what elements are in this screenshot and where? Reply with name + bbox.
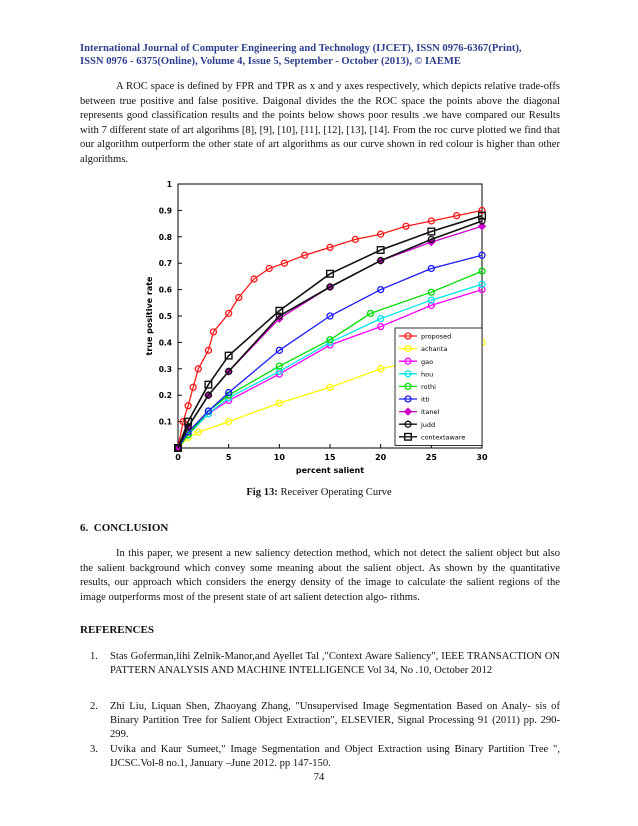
x-tick-label: 20 (375, 453, 387, 462)
y-axis-label: true positive rate (145, 276, 154, 356)
legend-label: itti (421, 395, 430, 404)
legend-label: rothi (421, 383, 436, 391)
y-tick-label: 0.3 (158, 364, 172, 374)
reference-item (80, 743, 560, 771)
figure-label: Fig 13: (246, 487, 278, 498)
section-number: 6. (80, 522, 89, 534)
x-axis-label: percent salient (295, 466, 365, 475)
y-tick-label: 0.6 (158, 285, 172, 295)
x-tick-label: 15 (324, 453, 336, 462)
reference-text: Zhi Liu, Liquan Shen, Zhaoyang Zhang, "Unsupervised Image Segmentation Based on Analy- sis of Binary Partition Tree for Salient Object Extraction", ELSEVIER, Signal Processing 91 (2011) pp. 290-299. (110, 701, 560, 740)
legend-label: proposed (421, 332, 452, 341)
reference-number: 3. (90, 744, 98, 755)
page-number: 74 (313, 772, 325, 783)
legend-label: gao (421, 357, 434, 366)
section-heading (80, 522, 168, 534)
y-tick-label: 0.1 (158, 417, 172, 427)
legend-label: contextaware (421, 433, 466, 442)
y-tick-label: 0.8 (158, 232, 172, 242)
x-tick-label: 30 (476, 453, 488, 462)
reference-number: 2. (90, 701, 98, 712)
conclusion-paragraph: In this paper, we present a new saliency detection method, which not detect the salient object but also the salient background which convey some meaning about the salient object. As shown by the quantitative results, our approach which considers the energy density of the image to calculate the salient regions of the image outperforms most of the present state of art salient detection algo- rithms. (80, 548, 560, 603)
reference-item (80, 650, 560, 678)
reference-text: Stas Goferman,lihi Zelnik-Manor,and Ayellet Tal ,"Context Aware Saliency", IEEE TRANSACTION ON PATTERN ANALYSIS AND MACHINE INTELLIGENCE Vol 34, No .10, October 2012 (110, 651, 560, 676)
reference-number: 1. (90, 651, 98, 662)
x-tick-label: 5 (225, 453, 232, 462)
x-tick-label: 25 (425, 453, 437, 462)
reference-item (80, 700, 560, 742)
reference-text: Uvika and Kaur Sumeet," Image Segmentation and Object Extraction using Binary Partition Tree ", IJCSC.Vol-8 no.1, January –June 2012. pp 147-150. (110, 744, 560, 769)
y-tick-label: 0.2 (158, 391, 172, 401)
x-tick-label: 10 (273, 453, 285, 462)
legend-label: hou (421, 370, 434, 379)
references-heading: REFERENCES (80, 624, 154, 636)
roc-chart (140, 178, 500, 478)
intro-paragraph: A ROC space is defined by FPR and TPR as x and y axes respectively, which depicts relative trade-offs between true positive and false positive. Daigonal divides the the ROC space the points above the diagonal represents good classification results and the points below shows poor results .we have compared our Results with 7 different state of art algorihms [8], [9], [10], [11], [12], [13], [14]. From the roc curve plotted we find that our algorithm outperform the other state of art algorithms as our curve shown in red colour is higher than other algorithms. (80, 81, 560, 165)
x-tick-label: 0 (175, 453, 181, 462)
legend-label: achanta (421, 345, 448, 354)
section-title: CONCLUSION (93, 522, 169, 534)
legend-label: itanel (421, 408, 440, 417)
y-tick-label: 0.5 (158, 312, 172, 321)
y-tick-label: 0.4 (158, 338, 172, 348)
y-tick-label: 0.9 (158, 206, 172, 216)
legend-label: judd (421, 420, 436, 429)
journal-header-line-1: International Journal of Computer Engineering and Technology (IJCET), ISSN 0976-6367(Print), (80, 43, 522, 54)
journal-header (80, 42, 560, 68)
journal-header-line-2: ISSN 0976 - 6375(Online), Volume 4, Issue 5, September - October (2013), © IAEME (80, 56, 461, 67)
y-tick-label: 1 (166, 180, 172, 189)
y-tick-label: 0.7 (158, 259, 172, 269)
figure-caption (0, 487, 638, 498)
figure-title: Receiver Operating Curve (280, 487, 392, 498)
